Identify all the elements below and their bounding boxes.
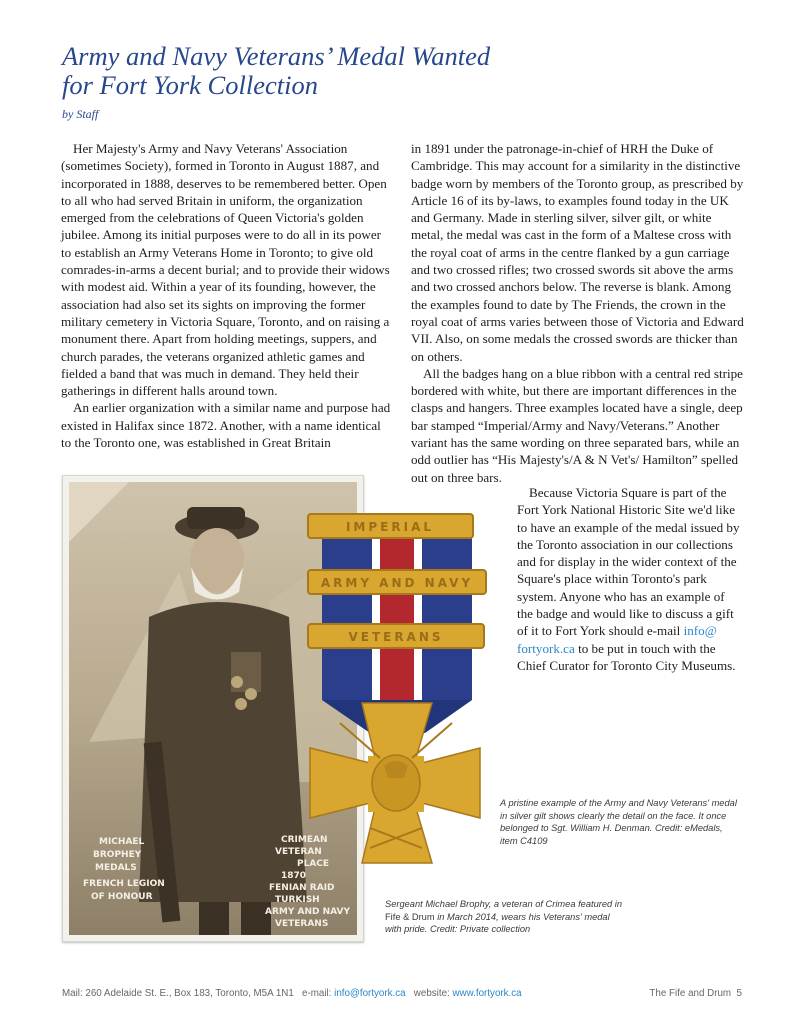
photo-caption-part: Sergeant Michael Brophy, a veteran of Crimea featured in [385,899,623,909]
photo-inscription-right: FENIAN RAID [269,883,335,893]
photo-inscription-right: VETERANS [275,919,329,929]
footer-publication [649,988,742,999]
medal-bar-text: ARMY AND NAVY [320,576,474,590]
photo-caption-part: in March 2014, wears his Veterans' medal with pride. Credit: Private collection [385,911,610,935]
maltese-cross [310,703,480,863]
photo-inscription-right: ARMY AND NAVY [265,907,350,917]
medal-caption: A pristine example of the Army and Navy Veterans' medal in silver gilt shows clearly the detail on the face. It once belonged to Sgt. William H. Denman. Credit: eMedals, item C4109 [500,798,737,846]
footer-email-link[interactable]: info@fortyork.ca [334,988,406,999]
medal-bar-text: VETERANS [348,630,444,644]
photo-inscription-left: MICHAEL [99,837,145,847]
title-line-1: Army and Navy Veterans’ Medal Wanted [62,41,491,71]
medal-bar-text: IMPERIAL [345,520,435,534]
page-footer [62,988,742,999]
footer-website-label: website: [413,988,450,999]
footer-mail: Mail: 260 Adelaide St. E., Box 183, Toronto, M5A 1N1 [62,988,294,999]
photo-inscription-right: TURKISH [275,895,320,905]
email-link-part-1[interactable]: info@ [683,623,717,639]
photo-inscription-right: VETERAN [275,847,322,857]
photo-inscription-left: MEDALS [95,863,137,873]
side-column [517,484,743,674]
right-column [411,140,746,486]
email-link-part-2[interactable]: fortyork.ca [517,640,575,656]
side-tail: to be put in touch with the Chief Curator for Toronto City Museums. [517,640,736,673]
paragraph: in 1891 under the patronage-in-chief of HRH the Duke of Cambridge. This may account for a similarity in the distinctive badge worn by members of the Toronto group, as prescribed by Article 16 of its by-laws, to examples found today in the UK and Germany. Made in sterling silver, silver gilt, or white metal, the medal was cast in the form of a Maltese cross with the royal coat of arms in the centre flanked by a gun carriage and two crossed rifles; two crossed swords sit above the arms and two crossed anchors below. The reverse is blank. Among the examples found to date by The Friends, the crown in the royal coat of arms varies between those of Victoria and Edward VII. Also, on some medals the crossed swords are thicker than on others. [411,141,744,364]
photo-caption-publication: Fife & Drum [385,911,435,922]
paragraph: All the badges hang on a blue ribbon with a central red stripe bordered with white, but there are important differences in the clasps and hangers. Three examples located have a single, deep bar stamped “Imperial/Army and Navy/Veterans.” Another variant has the same wording on three separated bars, while an odd outlier has “His Majesty's/A & N Vet's/ Hamilton” spelled out on three bars. [411,365,743,485]
photo-inscription-right: PLACE [297,859,330,869]
photo-inscription-right: CRIMEAN [281,835,328,845]
paragraph: Her Majesty's Army and Navy Veterans' Association (sometimes Society), formed in Toronto in August 1887, and incorporated in 1888, deserves to be remembered better. Open to all who had served Britain in uniform, the organization emerged from the celebrations of Queen Victoria's golden jubilee. Among its initial purposes were to do all in its power to establish an Army Veterans Home in Toronto; to give old comrades-in-arms a decent burial; and to provide their widows with modest aid. Within a year of its founding, however, the association had also set its sights on improving the former military cemetery in Victoria Square, Toronto, and on raising a monument there. Apart from holding meetings, suppers, and church parades, the veterans organized athletic games and fielded a band that was much in demand. They held their gatherings in different halls around town. [61,141,390,399]
medal-image [300,508,495,888]
photo-inscription-left: OF HONOUR [91,892,153,902]
publication-name: The Fife and Drum [649,988,732,999]
photo-inscription-left: BROPHEY [93,850,142,860]
title-line-2: for Fort York Collection [62,70,318,100]
article-title [62,42,562,100]
footer-website-link[interactable]: www.fortyork.ca [452,988,522,999]
paragraph [517,484,743,674]
page-number: 5 [736,988,742,999]
footer-email-label: e-mail: [302,988,332,999]
byline: by Staff [62,107,99,121]
photo-inscription-left: FRENCH LEGION [83,879,165,889]
medal-graphic [300,508,495,888]
left-column [61,140,391,451]
side-text: Because Victoria Square is part of the Fort York National Historic Site we'd like to have an example of the medal issued by the Toronto association in our collections and for display in the wider context of the Square's place within Toronto's park system. Anyone who has an example of the badge and would like to discuss a gift of it to Fort York should e-mail [517,485,740,639]
paragraph: An earlier organization with a similar name and purpose had existed in Halifax since 1872. Another, with a name identical to the Toronto one, was established in Great Britain [61,400,391,451]
photo-caption [385,898,625,936]
photo-inscription-right: 1870 [281,871,307,881]
